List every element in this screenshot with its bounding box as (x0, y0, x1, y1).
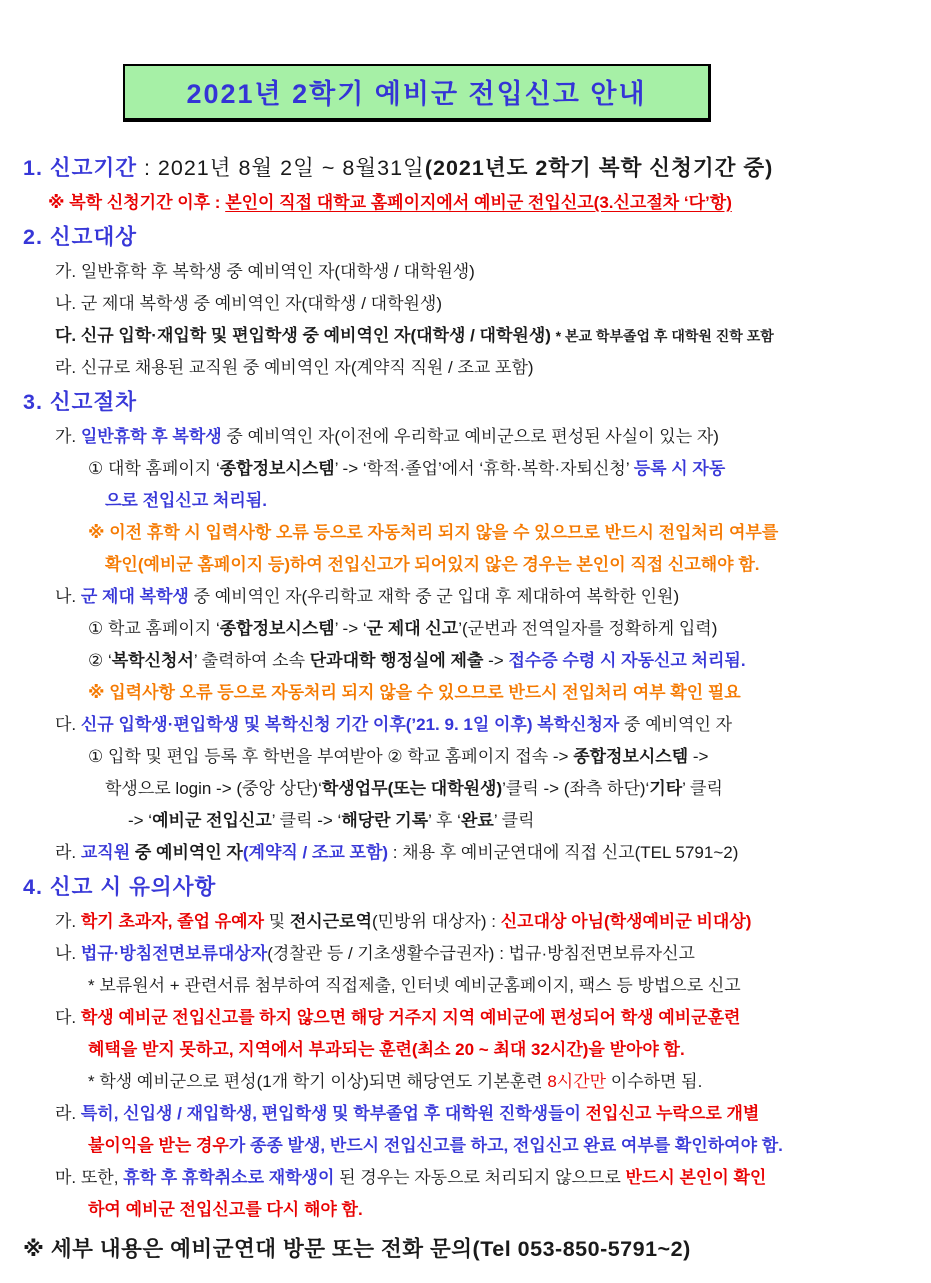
text-segment: 신규 입학생·편입학생 및 복학신청 기간 이후(’21. 9. 1일 이후) 복학신청자 (80, 715, 620, 734)
text-segment: : 채용 후 예비군연대에 직접 신고(TEL 5791~2) (388, 843, 739, 862)
text-segment: ’(군번과 전역일자를 정확하게 입력) (458, 619, 718, 638)
text-segment: 2021년 8월 2일 ~ 8월31일 (157, 156, 425, 180)
text-segment: 2. 신고대상 (23, 225, 137, 249)
doc-line (55, 358, 911, 378)
doc-line (55, 912, 911, 932)
doc-line (88, 976, 911, 996)
text-segment: 휴학 후 휴학취소로 재학생이 (123, 1168, 335, 1187)
text-segment: 으로 전입신고 처리됨. (105, 491, 267, 510)
text-segment: 단과대학 행정실에 제출 (309, 651, 484, 670)
text-segment: 확인(예비군 홈페이지 등)하여 전입신고가 되어있지 않은 경우는 본인이 직접 신고해야 함. (105, 555, 760, 574)
text-segment: 신고대상 아님(학생예비군 비대상) (500, 912, 752, 931)
doc-line (105, 779, 911, 799)
text-segment: 3. 신고절차 (23, 390, 137, 414)
text-segment: 기타 (649, 779, 683, 798)
text-segment: 가 종종 발생, 반드시 전입신고를 하고, 전입신고 완료 여부를 확인하여야 함. (228, 1136, 783, 1155)
text-segment: * 학생 예비군으로 편성(1개 학기 이상)되면 해당연도 기본훈련 (88, 1072, 548, 1091)
text-segment: 라. (55, 843, 81, 862)
text-segment: -> (688, 747, 709, 766)
doc-line (105, 491, 911, 511)
text-segment: 학생업무(또는 대학원생) (321, 779, 503, 798)
text-segment: 8시간만 (547, 1072, 607, 1091)
text-segment: 특히, 신입생 / 재입학생, 편입학생 및 학부졸업 후 대학원 진학생들이 (80, 1104, 586, 1123)
text-segment: 전입신고 누락으로 개별 (585, 1104, 760, 1123)
doc-line (55, 587, 911, 607)
text-segment: ’ -> ‘ (334, 619, 367, 638)
text-segment: : (136, 156, 158, 180)
text-segment: 라. 신규로 채용된 교직원 중 예비역인 자(계약직 직원 / 조교 포함) (55, 358, 534, 377)
text-segment: ’ 출력하여 소속 (193, 651, 310, 670)
doc-line (23, 390, 911, 414)
doc-line (55, 843, 911, 863)
text-segment: ① 입학 및 편입 등록 후 학번을 부여받아 ② 학교 홈페이지 접속 -> (88, 747, 574, 766)
text-segment: 마. 또한, (55, 1168, 124, 1187)
text-segment: 접수증 수령 시 자동신고 처리됨. (508, 651, 746, 670)
text-segment: -> ‘ (128, 811, 153, 830)
doc-line (88, 651, 911, 671)
text-segment: 나. (55, 587, 81, 606)
doc-line (105, 555, 911, 575)
text-segment: 학생 예비군 전입신고를 하지 않으면 해당 거주지 지역 예비군에 편성되어 학생 예비군훈련 (80, 1008, 741, 1027)
text-segment: 군 제대 신고 (366, 619, 459, 638)
text-segment: 교직원 (80, 843, 131, 862)
text-segment: 예비군 전입신고 (152, 811, 272, 830)
text-segment: ① 대학 홈페이지 ‘ (88, 459, 220, 478)
doc-line (48, 193, 911, 213)
doc-line (23, 156, 911, 180)
text-segment: 반드시 본인이 확인 (625, 1168, 767, 1187)
text-segment: (민방위 대상자) : (372, 912, 501, 931)
text-segment: ※ 복학 신청기간 이후 : (48, 193, 226, 212)
text-segment: 다. (55, 1008, 81, 1027)
text-segment: 복학신청서 (111, 651, 194, 670)
text-segment: 가. (55, 912, 81, 931)
text-segment: (경찰관 등 / 기초생활수급권자) : 법규·방침전면보류자신고 (267, 944, 695, 963)
text-segment: ’ 클릭 (682, 779, 723, 798)
text-segment: 중 예비역인 자(우리학교 재학 중 군 입대 후 제대하여 복학한 인원) (188, 587, 680, 606)
text-segment: ’ 클릭 -> ‘ (271, 811, 342, 830)
text-segment: 된 경우는 자동으로 처리되지 않으므로 (334, 1168, 626, 1187)
text-segment: 등록 시 자동 (633, 459, 726, 478)
text-segment: 가. (55, 427, 81, 446)
text-segment: ※ 이전 휴학 시 입력사항 오류 등으로 자동처리 되지 않을 수 있으므로 반드시 전입처리 여부를 (88, 523, 779, 542)
text-segment: * 본교 학부졸업 후 대학원 진학 포함 (555, 328, 774, 344)
doc-line (55, 1104, 911, 1124)
doc-line (128, 811, 911, 831)
text-segment: 불이익을 받는 경우 (88, 1136, 229, 1155)
text-segment: 법규·방침전면보류대상자 (80, 944, 268, 963)
doc-line (88, 747, 911, 767)
doc-line (88, 1040, 911, 1060)
text-segment: 다. (55, 715, 81, 734)
text-segment: 나. (55, 944, 81, 963)
text-segment: 중 예비역인 자 (130, 843, 243, 862)
text-segment: 종합정보시스템 (219, 459, 335, 478)
doc-line (88, 683, 911, 703)
text-segment: 군 제대 복학생 (80, 587, 189, 606)
document-body (23, 156, 911, 1264)
doc-line (55, 427, 911, 447)
doc-line (23, 875, 911, 899)
text-segment: 나. 군 제대 복학생 중 예비역인 자(대학생 / 대학원생) (55, 294, 442, 313)
text-segment: * 보류원서 + 관련서류 첨부하여 직접제출, 인터넷 예비군홈페이지, 팩스 등 방법으로 신고 (88, 976, 741, 995)
doc-line (88, 1200, 911, 1220)
text-segment: ② ‘ (88, 651, 112, 670)
text-segment: 라. (55, 1104, 81, 1123)
text-segment: 혜택을 받지 못하고, 지역에서 부과되는 훈련(최소 20 ~ 최대 32시간)을 받아야 함. (88, 1040, 685, 1059)
text-segment: ’클릭 -> (좌측 하단)‘ (502, 779, 650, 798)
text-segment: ’ 후 ‘ (428, 811, 461, 830)
text-segment: ① 학교 홈페이지 ‘ (88, 619, 220, 638)
text-segment: 4. 신고 시 유의사항 (23, 875, 217, 899)
text-segment: 완료 (460, 811, 494, 830)
text-segment: 본인이 직접 대학교 홈페이지에서 예비군 전입신고(3.신고절차 ‘다’항) (225, 193, 732, 212)
title-banner: 2021년 2학기 예비군 전입신고 안내 (123, 64, 711, 122)
text-segment: (2021년도 2학기 복학 신청기간 중) (424, 156, 774, 180)
text-segment: 및 (264, 912, 290, 931)
doc-line (88, 1072, 911, 1092)
text-segment: ’ 클릭 (493, 811, 535, 830)
text-segment: ’ -> ‘학적·졸업’에서 ‘휴학·복학·자퇴신청’ (334, 459, 634, 478)
doc-line (88, 523, 911, 543)
doc-line (23, 1236, 911, 1264)
doc-line (55, 326, 911, 346)
text-segment: 중 예비역인 자(이전에 우리학교 예비군으로 편성된 사실이 있는 자) (221, 427, 719, 446)
doc-line (55, 294, 911, 314)
doc-line (55, 715, 911, 735)
text-segment: 전시근로역 (289, 912, 372, 931)
text-segment: ※ 입력사항 오류 등으로 자동처리 되지 않을 수 있으므로 반드시 전입처리 여부 확인 필요 (88, 683, 741, 702)
text-segment: 학기 초과자, 졸업 유예자 (80, 912, 264, 931)
text-segment: -> (483, 651, 509, 670)
doc-line (55, 262, 911, 282)
doc-line (88, 619, 911, 639)
text-segment: 종합정보시스템 (573, 747, 689, 766)
text-segment: 종합정보시스템 (219, 619, 335, 638)
text-segment: 1. 신고기간 (23, 156, 137, 180)
text-segment: 해당란 기록 (341, 811, 429, 830)
title-banner-wrap (123, 64, 911, 122)
text-segment: 다. 신규 입학·재입학 및 편입학생 중 예비역인 자(대학생 / 대학원생) (55, 326, 556, 345)
text-segment: 학생으로 login -> (중앙 상단)‘ (105, 779, 322, 798)
text-segment: 이수하면 됨. (606, 1072, 703, 1091)
text-segment: ※ 세부 내용은 예비군연대 방문 또는 전화 문의(Tel 053-850-5791~2) (23, 1237, 691, 1261)
text-segment: 중 예비역인 자 (619, 715, 733, 734)
text-segment: 일반휴학 후 복학생 (80, 427, 222, 446)
doc-line (88, 1136, 911, 1156)
doc-line (55, 1168, 911, 1188)
doc-line (55, 1008, 911, 1028)
text-segment: (계약직 / 조교 포함) (242, 843, 389, 862)
doc-line (88, 459, 911, 479)
doc-line (23, 225, 911, 249)
text-segment: 가. 일반휴학 후 복학생 중 예비역인 자(대학생 / 대학원생) (55, 262, 475, 281)
text-segment: 하여 예비군 전입신고를 다시 해야 함. (88, 1200, 363, 1219)
doc-line (55, 944, 911, 964)
